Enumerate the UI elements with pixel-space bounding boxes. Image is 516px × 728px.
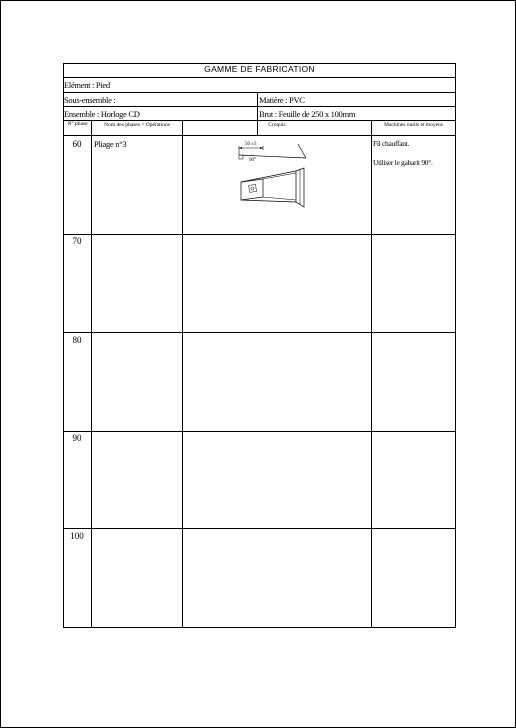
phase-number: 60 (72, 139, 82, 149)
rule-title (63, 77, 456, 78)
border-bottom (63, 627, 456, 628)
machine-note-2: Utiliser le gabarit 90°. (373, 158, 433, 167)
header-machines: Machines outils et moyens (384, 122, 443, 128)
matiere-field: Matière : PVC (259, 95, 305, 105)
fabrication-sheet (63, 63, 456, 628)
rule-row-4 (63, 528, 456, 529)
header-phase: N° phase (67, 121, 88, 127)
header-operations: Nom des phases = Opérations (104, 122, 170, 128)
rule-info-2 (63, 106, 456, 107)
ensemble-field: Ensemble : Horloge CD (64, 109, 140, 119)
border-right (455, 63, 456, 628)
rule-row-3 (63, 431, 456, 432)
sous-ensemble-field: Sous-ensemble : (64, 95, 116, 105)
col-divider-3 (371, 120, 372, 628)
brut-field: Brut : Feuille de 250 x 100mm (259, 109, 356, 119)
phase-number: 70 (72, 236, 82, 246)
operation-name: Pliage n°3 (94, 139, 127, 149)
document-title: GAMME DE FABRICATION (204, 64, 315, 74)
phase-number: 90 (72, 433, 82, 443)
sketch-dimension: 50 ±3 (245, 142, 257, 147)
phase-number: 80 (72, 335, 82, 345)
machine-note-1: Fil chauffant. (373, 139, 410, 148)
col-divider-2 (182, 120, 183, 628)
rule-info-1 (63, 92, 456, 93)
rule-row-2 (63, 332, 456, 333)
element-field: Elément : Pied (64, 80, 110, 90)
col-divider-1 (91, 120, 92, 628)
rule-info-3 (63, 120, 456, 121)
phase-number: 100 (70, 531, 84, 541)
sketch-angle: 90° (249, 158, 256, 163)
bent-piece-sketch-icon (223, 135, 343, 235)
header-croquis: Croquis (268, 122, 286, 128)
